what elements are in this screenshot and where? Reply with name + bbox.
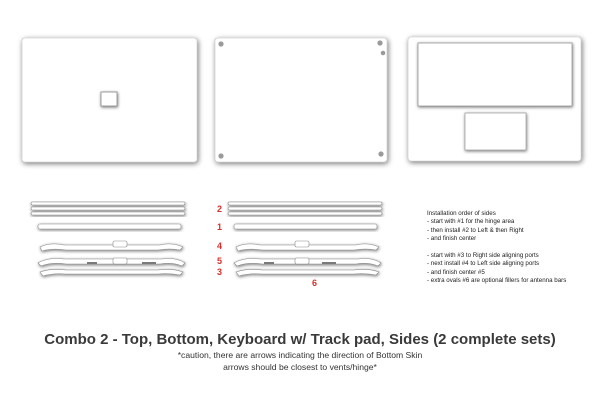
screw-hole-top-right [377, 40, 382, 45]
instruction-line: - then install #2 to Left & then Right [427, 226, 524, 234]
keyboard-skin-panel [408, 37, 581, 161]
screw-hole-bottom-left [218, 153, 223, 158]
caption-title: Combo 2 - Top, Bottom, Keyboard w/ Track pad, Sides (2 complete sets) [44, 331, 556, 348]
instructions-heading: Installation order of sides [427, 210, 496, 217]
trackpad-skin [465, 113, 526, 150]
label-number-4: 4 [217, 241, 223, 251]
installation-instructions [427, 210, 597, 286]
screw-hole-top-left [218, 41, 223, 46]
side-strips-set-b [228, 202, 382, 276]
label-number-1: 1 [217, 222, 223, 232]
label-number-2: 2 [217, 204, 223, 214]
caption-caution-line: *caution, there are arrows indicating the direction of Bottom Skin [177, 350, 423, 360]
keyboard-cutout [418, 43, 572, 106]
label-number-3: 3 [217, 267, 223, 277]
instruction-line: - extra ovals #6 are optional fillers for antenna bars [427, 277, 567, 285]
label-number-6: 6 [312, 278, 318, 288]
screw-hole-mid-right [381, 51, 386, 56]
label-number-5: 5 [217, 256, 223, 266]
bottom-skin-panel [215, 38, 387, 162]
instruction-line: - and finish center #5 [427, 268, 485, 276]
caption-arrows-line: arrows should be closest to vents/hinge* [223, 362, 377, 372]
screw-hole-bottom-right [378, 151, 383, 156]
instruction-line: - start with #1 for the hinge area [427, 218, 515, 226]
instruction-line: - start with #3 to Right side aligning ports [427, 252, 539, 260]
instruction-line: - next install #4 to Left side aligning ports [427, 260, 540, 268]
side-strips-set-a [31, 202, 185, 276]
instruction-line: - and finish center [427, 235, 477, 243]
instruction-spacer [427, 244, 597, 252]
top-skin-panel [22, 38, 197, 162]
